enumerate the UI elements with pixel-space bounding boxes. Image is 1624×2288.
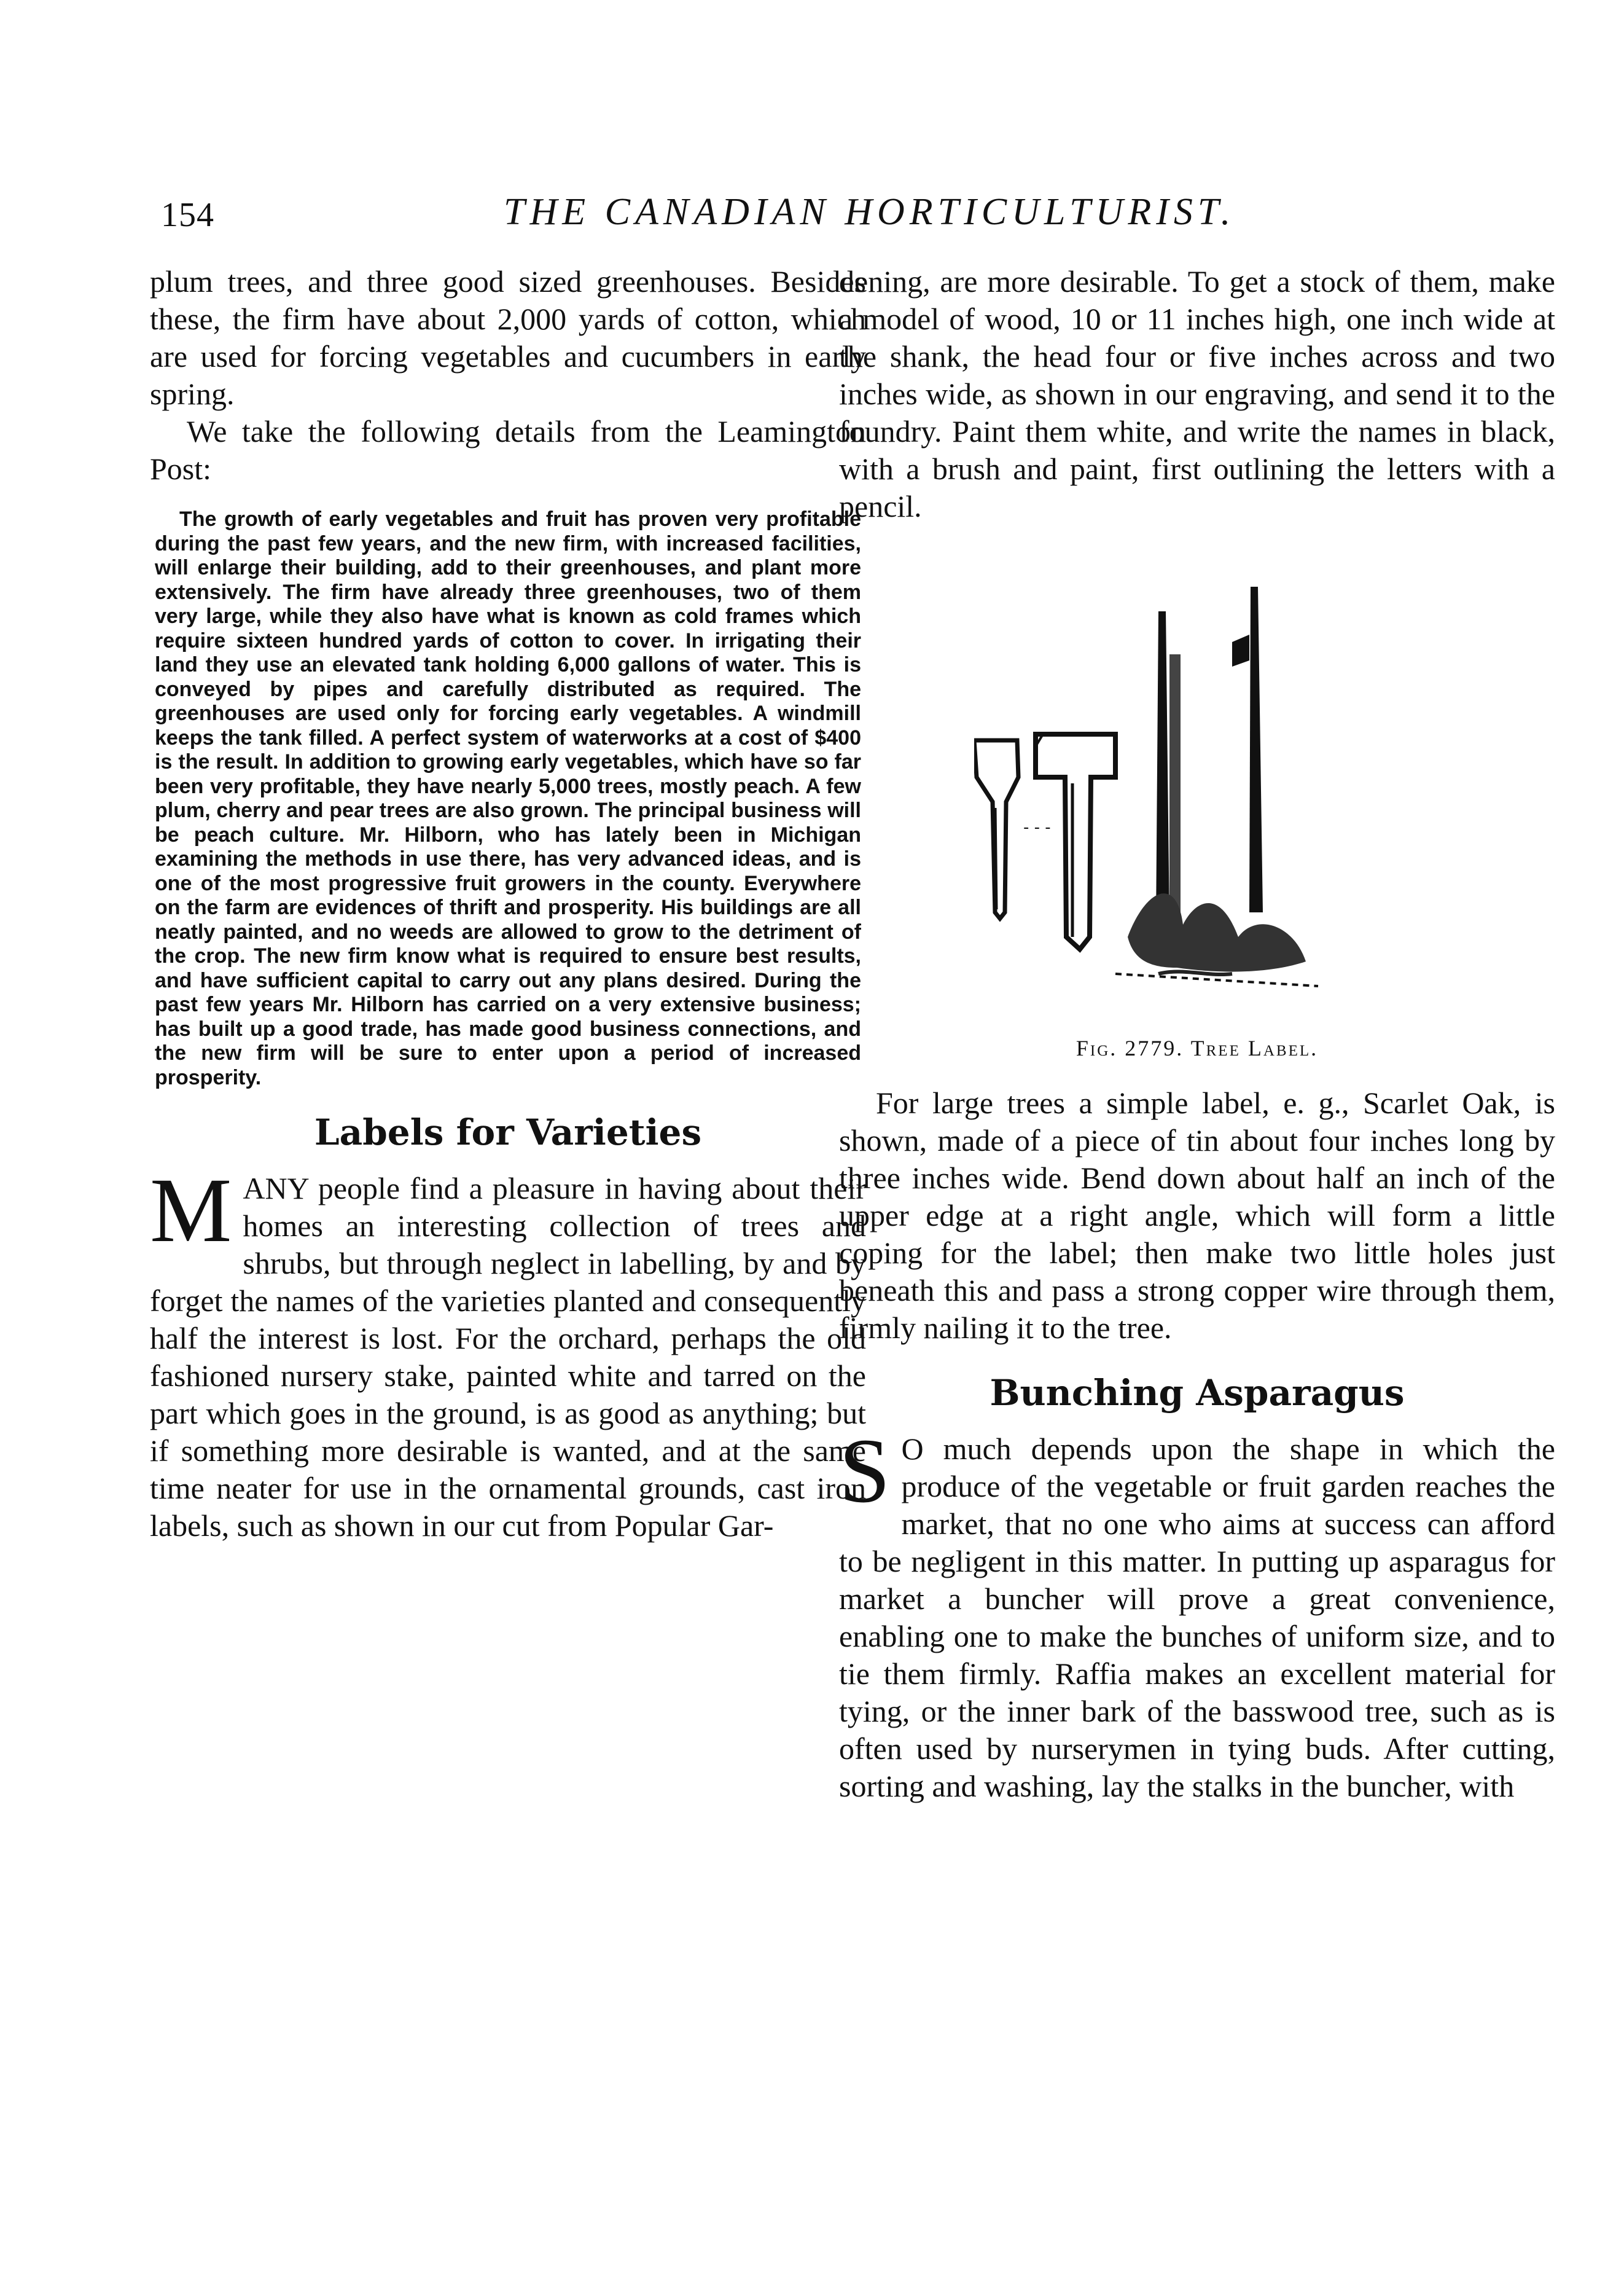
journal-title: THE CANADIAN HORTICULTURIST. — [504, 191, 1236, 233]
section-heading-asparagus: Bunching Asparagus — [990, 1372, 1405, 1414]
tree-trunk-icon — [1115, 587, 1318, 986]
cast-iron-label-icon — [974, 740, 1018, 919]
right-column — [839, 263, 1555, 1805]
after-figure-paragraph: For large trees a simple label, e. g., Scarlet Oak, is shown, made of a piece of tin about four inches long by three inches wide. Bend down about half an inch of the upper edge at a right angle, which will form a little coping for the label; then make two little holes just beneath this and pass a strong copper wire through them, firmly nailing it to the tree. — [839, 1086, 1555, 1345]
figure-caption: Fig. 2779. Tree Label. — [1076, 1036, 1319, 1060]
left-column — [150, 263, 866, 1545]
page-number: 154 — [161, 196, 214, 234]
drop-cap-s: S — [839, 1420, 891, 1522]
labels-paragraph-text: ANY people find a pleasure in having about their homes an interesting collection of trees and shrubs, but through neglect in labelling, by and by forget the names of the varieties planted and consequently half the interest is lost. For the orchard, perhaps the old fashioned nursery stake, painted white and tarred on the part which goes in the ground, is as good as anything; but if something more desirable is wanted, and at the same time neater for use in the ornamental grounds, cast iron labels, such as shown in our cut from Popular Gar- — [150, 1171, 866, 1543]
labels-paragraph — [150, 1159, 866, 1545]
tree-label-figure — [839, 544, 1555, 1084]
asparagus-paragraph-text: O much depends upon the shape in which the produce of the vegetable or fruit garden reaches the market, that no one who aims at success can afford to be negligent in this matter. In putting up asparagus for market a buncher will prove a great convenience, enabling one to make the bunches of uniform size, and to tie them firmly. Raffia makes an excellent material for tying, or the inner bark of the basswood tree, such as is often used by nurserymen in tying buds. After cutting, sorting and washing, lay the stalks in the buncher, with — [839, 1432, 1555, 1803]
page-header — [0, 184, 1624, 233]
quoted-article — [150, 507, 866, 1090]
tree-label-engraving — [974, 544, 1416, 1023]
drop-cap-m: M — [150, 1159, 232, 1261]
quoted-article-text: The growth of early vegetables and fruit has proven very profitable during the past few years, and the new firm, with increased facilities, will enlarge their building, add to their greenhouses, and plant more extensively. The firm have already three greenhouses, two of them very large, while they also have what is known as cold frames which require sixteen hundred yards of cotton to cover. In irrigating their land they use an elevated tank holding 6,000 gallons of water. This is conveyed by pipes and carefully distributed as required. The greenhouses are used only for forcing early vegetables. A windmill keeps the tank filled. A perfect system of waterworks at a cost of $400 is the result. In addition to growing early vegetables, which have so far been very profitable, they have nearly 5,000 trees, mostly peach. A few plum, cherry and pear trees are also grown. The principal business will be peach culture. Mr. Hilborn, who has lately been in Michigan examining the methods in use there, has very advanced ideas, and is one of the most progressive fruit growers in the county. Everywhere on the farm are evidences of thrift and prosperity. His buildings are all neatly painted, and no weeds are allowed to grow to the detriment of the crop. The new firm know what is required to ensure best results, and have sufficient capital to carry out any plans desired. During the past few years Mr. Hilborn has carried on a very extensive business; has built up a good trade, has made good business connections, and the new firm will be sure to enter upon a period of increased prosperity. — [155, 507, 861, 1089]
continued-paragraph: dening, are more desirable. To get a stock of them, make a model of wood, 10 or 11 inches high, one inch wide at the shank, the head four or five inches across and two inches wide, as shown in our engraving, and send it to the foundry. Paint them white, and write the names in black, with a brush and paint, first outlining the letters with a pencil. — [839, 264, 1555, 523]
lead-in-paragraph: We take the following details from the Leamington Post: — [150, 414, 866, 486]
intro-paragraph: plum trees, and three good sized greenhouses. Besides these, the firm have about 2,000 yards of cotton, which are used for forcing vegetables and cucumbers in early spring. — [150, 264, 866, 411]
asparagus-paragraph — [839, 1420, 1555, 1805]
t-shaped-label-icon — [1023, 734, 1115, 949]
svg-text:- - -: - - - — [1023, 818, 1051, 837]
section-heading-labels: Labels for Varieties — [314, 1111, 702, 1153]
